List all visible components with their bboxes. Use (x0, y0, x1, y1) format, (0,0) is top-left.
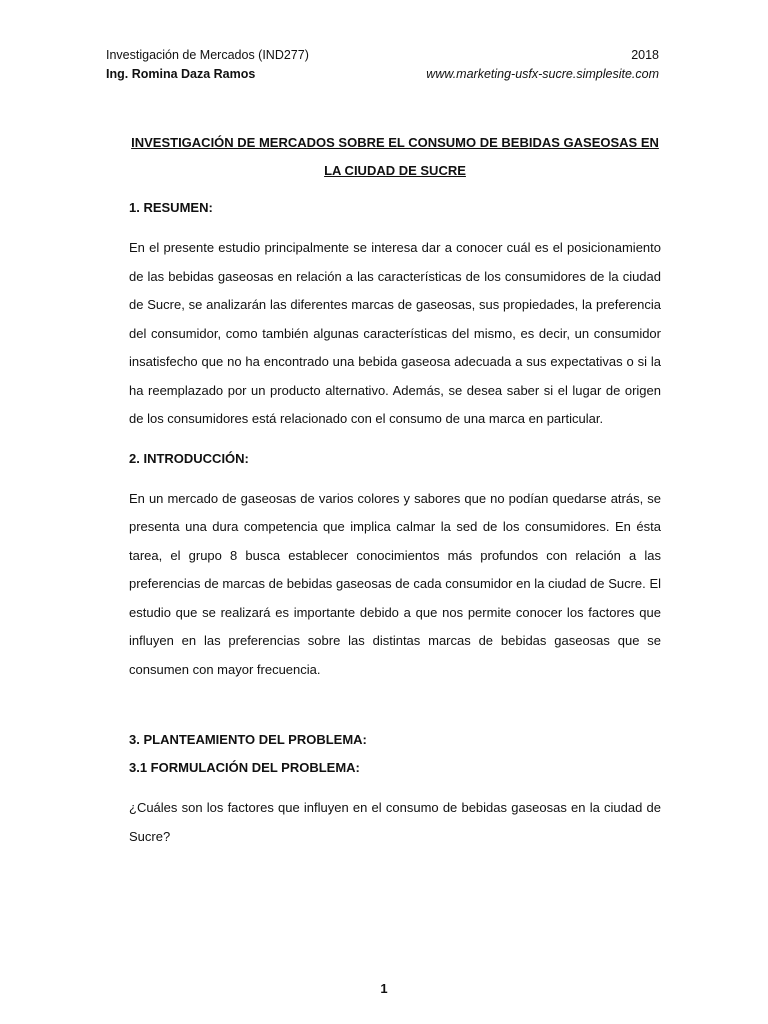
section-heading-resumen: 1. RESUMEN: (129, 200, 213, 215)
section-text-resumen: En el presente estudio principalmente se interesa dar a conocer cuál es el posicionamiento de las bebidas gaseosas en relación a las características de los consumidores de la ciudad de Sucre, se analizarán las diferentes marcas de gaseosas, sus propiedades, la preferencia del consumidor, como también algunas características del mismo, es decir, un consumidor insatisfecho que no ha encontrado una bebida gaseosa adecuada a sus expectativas o si la ha reemplazado por un producto alternativo. Además, se desea saber si el lugar de origen de los consumidores está relacionado con el consumo de una marca en particular. (129, 240, 661, 426)
section-text-formulacion: ¿Cuáles son los factores que influyen en el consumo de bebidas gaseosas en la ciudad de Sucre? (129, 800, 661, 844)
header-left (106, 46, 309, 84)
year: 2018 (631, 48, 659, 62)
section-heading-planteamiento: 3. PLANTEAMIENTO DEL PROBLEMA: (129, 732, 367, 747)
header-right (426, 46, 659, 84)
course-name: Investigación de Mercados (IND277) (106, 48, 309, 62)
document-title: INVESTIGACIÓN DE MERCADOS SOBRE EL CONSUMO DE BEBIDAS GASEOSAS EN LA CIUDAD DE SUCRE (131, 135, 659, 178)
website-url: www.marketing-usfx-sucre.simplesite.com (426, 67, 659, 81)
author-name: Ing. Romina Daza Ramos (106, 67, 256, 81)
section-text-introduccion: En un mercado de gaseosas de varios colores y sabores que no podían quedarse atrás, se presenta una dura competencia que implica calmar la sed de los consumidores. En ésta tarea, el grupo 8 busca establecer conocimientos más profundos con relación a las preferencias de marcas de bebidas gaseosas de cada consumidor en la ciudad de Sucre. El estudio que se realizará es importante debido a que nos permite conocer los factores que influyen en las preferencias sobre las distintas marcas de bebidas gaseosas que se consumen con mayor frecuencia. (129, 490, 661, 677)
section-heading-formulacion: 3.1 FORMULACIÓN DEL PROBLEMA: (129, 760, 360, 775)
section-heading-introduccion: 2. INTRODUCCIÓN: (129, 450, 249, 466)
page-number: 1 (380, 981, 388, 996)
document-body (129, 129, 661, 851)
